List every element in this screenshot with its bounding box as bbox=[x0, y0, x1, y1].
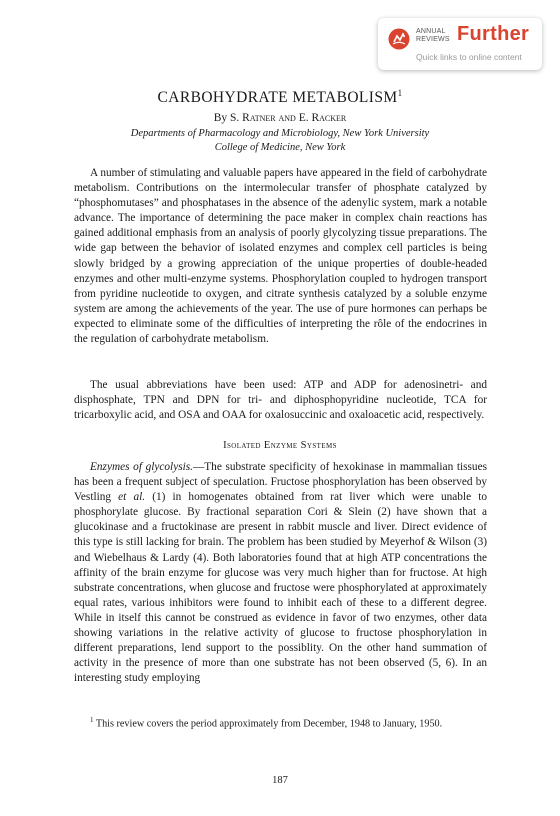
affiliation-line-2: College of Medicine, New York bbox=[214, 142, 346, 153]
body-paragraph-2: The usual abbreviations have been used: ATP and ADP for adenosinetri- and disphosphate, TPN and DPN for tri- and diphosphopyridine nucleotide, TCA for tricarboxylic acid, and OSA and OAA for oxalosuccinic and oxaloacetic acid, respectively. bbox=[74, 379, 487, 422]
author-line: By S. Ratner and E. Racker bbox=[213, 112, 347, 124]
brand-name: ANNUAL REVIEWS bbox=[416, 28, 450, 43]
section-heading: Isolated Enzyme Systems bbox=[223, 440, 337, 451]
page-number: 187 bbox=[272, 775, 288, 786]
title-footnote-mark[interactable]: 1 bbox=[397, 88, 403, 98]
badge-tagline: Quick links to online content bbox=[416, 52, 522, 62]
author-2: E. Racker bbox=[298, 112, 347, 124]
body-paragraph-3: Enzymes of glycolysis.—The substrate specificity of hexokinase in mammalian tissues has been a frequent subject of speculation. Fructose phosphorylation has been observed by Vestling et al. (1) in homogenates obtained from rat liver which were unable to phosphorylate glucose. By fractional separation Cori & Slein (2) have shown that a glucokinase and a fructokinase are present in rabbit muscle and liver. Direct evidence of this type is still lacking for brain. The problem has been studied by Meyerhof & Wilson (3) and Wiebelhaus & Lardy (4). Both laboratories found that at high ATP concentrations the affinity of the brain enzyme for glucose was very much higher than for fructose. At high substrate concentrations, when glucose and fructose were phosphorylated at approximately equal rates, various inhibitors were found to inhibit each of these to a different degree. While in itself this cannot be construed as evidence in favor of two enzymes, other data showing variations in the relative activity of glucose to fructose phosphorylation in different preparations, lend support to the possiblity. On the other hand summation of activity in the presence of more than one substrate has not been observed (5, 6). In an interesting study employing bbox=[74, 461, 487, 685]
further-badge[interactable] bbox=[378, 18, 542, 70]
article-title: CARBOHYDRATE METABOLISM$^1$ bbox=[157, 88, 403, 107]
body-paragraph-1: A number of stimulating and valuable papers have appeared in the field of carbohydrate metabolism. Contributions on the intermolecular transfer of phosphate catalyzed by “phosphomutases” and phosphatases in the absence of the adenylic system, mark a notable advance. The importance of determining the pace maker in complex chain reactions has gained additional emphasis from an analysis of poorly glycolyzing tissue preparations. The wide gap between the behavior of isolated enzymes and complex cell particles is being slowly bridged by a growing appreciation of the unique properties of double-headed enzymes and other multi-enzyme systems. Phosphorylation coupled to hydrogen transport from pyridine nucleotide to oxygen, and citrate synthesis catalyzed by a soluble enzyme system are among the achievements of the year. The use of pure hormones can perhaps be expected to eliminate some of the difficulties of interpreting the rôle of the endocrines in the regulation of carbohydrate metabolism. bbox=[74, 167, 487, 346]
further-wordmark: Further bbox=[457, 23, 530, 45]
author-1: S. Ratner bbox=[230, 112, 276, 124]
annual-reviews-logo-icon bbox=[388, 28, 410, 50]
affiliation-line-1: Departments of Pharmacology and Microbiology, New York University bbox=[130, 128, 430, 139]
paragraph-lead: Enzymes of glycolysis. bbox=[90, 461, 193, 473]
footnote: $^1$ This review covers the period approximately from December, 1948 to January, 1950. bbox=[90, 716, 443, 730]
